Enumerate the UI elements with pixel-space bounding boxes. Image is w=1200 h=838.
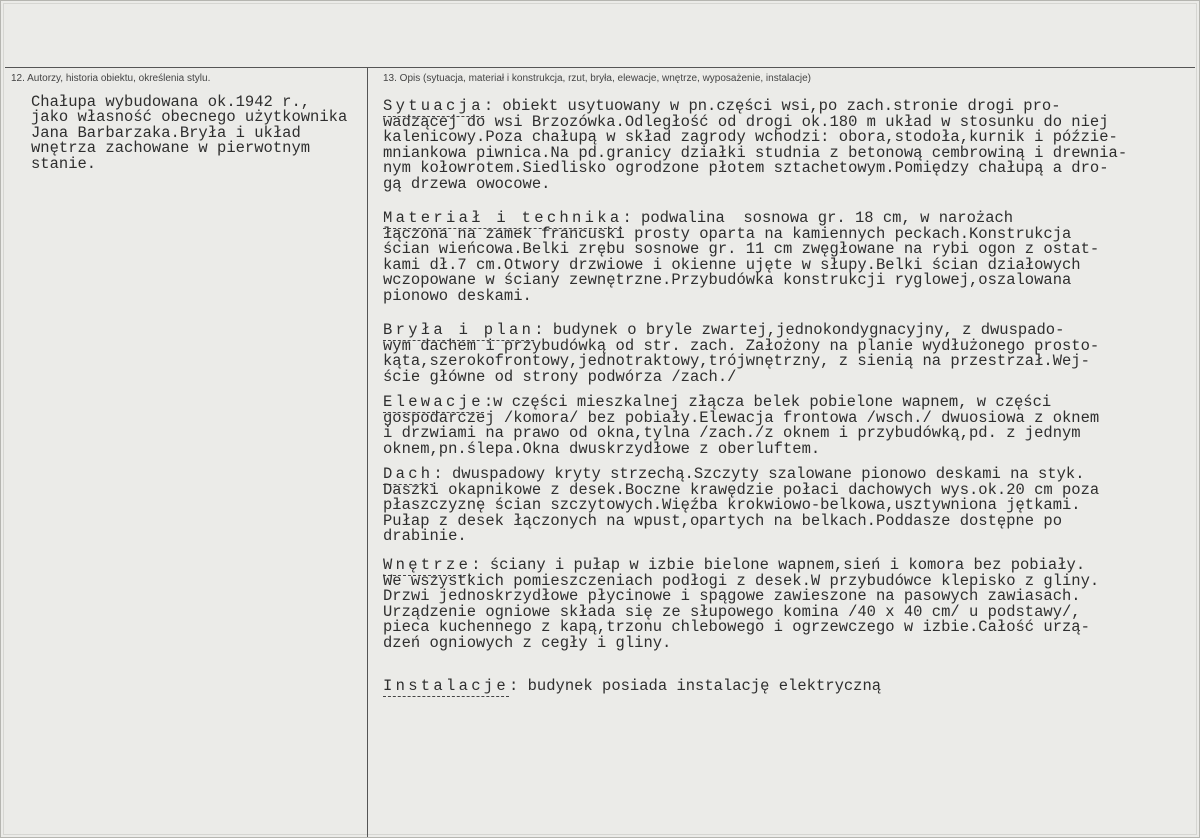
- section-line: nym kołowrotem.Siedlisko ogrodzone płotem sztachetowym.Pomiędzy chałupą a dro-: [383, 159, 1109, 177]
- section-sytuacja: [383, 99, 1193, 192]
- section-heading: Dach: [383, 465, 434, 483]
- section-line: oknem,pn.ślepa.Okna dwuskrzydłowe z oberluftem.: [383, 439, 821, 458]
- section-line: kami dł.7 cm.Otwory drzwiowe i okienne ujęte w słupy.Belki ścian działowych: [383, 255, 1081, 274]
- section-line: Daszki okapnikowe z desek.Boczne krawędzie połaci dachowych wys.ok.20 cm poza: [383, 480, 1100, 499]
- section-heading: Sytuacja: [383, 97, 484, 115]
- section-line: płaszczyznę ścian szczytowych.Więźba krokwiowo-belkowa,usztywniona jętkami.: [383, 496, 1081, 514]
- section-dach: [383, 467, 1193, 545]
- section-first-line: Instalacje: budynek posiada instalację elektryczną: [383, 677, 882, 695]
- section-first-line: Materiał i technika: podwalina sosnowa gr. 18 cm, w narożach: [383, 209, 1014, 227]
- section-material-i-technika: [383, 211, 1193, 304]
- section-line: wadzącej do wsi Brzozówka.Odległość od drogi ok.180 m układ w stosunku do niej: [383, 112, 1109, 131]
- section-line: mniankowa piwnica.Na pd.granicy działki studnia z betonową cembrowiną i drewnia-: [383, 143, 1128, 162]
- section-heading: Materiał i technika: [383, 209, 623, 227]
- section-heading: Instalacje: [383, 677, 510, 695]
- section-first-line: Elewacje:w części mieszkalnej złącza belek pobielone wapnem, w części: [383, 393, 1052, 411]
- section-line: pieca kuchennego z kapą,trzonu chlebowego i ogrzewczego w izbie.Całość urzą-: [383, 618, 1090, 636]
- section-line: gospodarczej /komora/ bez pobiały.Elewacja frontowa /wsch./ dwuosiowa z oknem: [383, 408, 1100, 427]
- section-first-line: Bryła i plan: budynek o bryle zwartej,jednokondygnacyjny, z dwuspado-: [383, 321, 1065, 339]
- section-bryla-i-plan: [383, 323, 1193, 385]
- section-line: gą drzewa owocowe.: [383, 174, 551, 193]
- column-divider: [367, 67, 368, 837]
- section-line: We wszystkich pomieszczeniach podłogi z desek.W przybudówce klepisko z gliny.: [383, 571, 1100, 590]
- section-line: Drzwi jednoskrzydłowe płycinowe i spągowe zawieszone na pasowych zawiasach.: [383, 587, 1081, 605]
- header-rule: [5, 67, 1195, 68]
- section-line: wczopowane w ściany zewnętrzne.Przybudówka konstrukcji ryglowej,oszalowana: [383, 271, 1072, 289]
- section-wnetrze: [383, 558, 1193, 651]
- section-first-line: Sytuacja: obiekt usytuowany w pn.części wsi,po zach.stronie drogi pro-: [383, 97, 1061, 115]
- section-first-line: Dach: dwuspadowy kryty strzechą.Szczyty szalowane pionowo deskami na styk.: [383, 465, 1085, 483]
- section-heading: Bryła i plan: [383, 321, 535, 339]
- section-line: kąta,szerokofrontowy,jednotraktowy,trójwnętrzny, z sienią na przestrzał.Wej-: [383, 352, 1090, 370]
- section-instalacje: [383, 679, 1193, 695]
- field-12-label: 12. Autorzy, historia obiektu, określenia stylu.: [11, 73, 211, 84]
- section-line: wym dachem i przybudówką od str. zach. Założony na planie wydłużonego prosto-: [383, 336, 1100, 355]
- section-line: drabinie.: [383, 527, 467, 545]
- section-line: dzeń ogniowych z cegły i gliny.: [383, 633, 672, 652]
- section-line: kalenicowy.Poza chałupą w skład zagrody wchodzi: obora,stodoła,kurnik i późzie-: [383, 128, 1118, 146]
- section-line: ścian wieńcowa.Belki zrębu sosnowe gr. 11 cm zwęgłowane na rybi ogon z ostat-: [383, 240, 1100, 258]
- section-line: Urządzenie ogniowe składa się ze słupowego komina /40 x 40 cm/ u podstawy/,: [383, 602, 1081, 621]
- section-elewacje: [383, 395, 1193, 457]
- section-line: ście główne od strony podwórza /zach./: [383, 367, 737, 386]
- section-heading: Elewacje: [383, 393, 484, 411]
- field-13-label: 13. Opis (sytuacja, materiał i konstrukcja, rzut, bryła, elewacje, wnętrze, wyposażenie, instalacje): [383, 73, 811, 84]
- section-heading: Wnętrze: [383, 556, 472, 574]
- section-first-line: Wnętrze: ściany i pułap w izbie bielone wapnem,sień i komora bez pobiały.: [383, 556, 1086, 574]
- section-line: pionowo deskami.: [383, 286, 532, 305]
- section-line: łączona na zamek francuski prosty oparta na kamiennych peckach.Konstrukcja: [383, 224, 1072, 243]
- section-line: i drzwiami na prawo od okna,tylna /zach./z oknem i przybudówką,pd. z jednym: [383, 424, 1081, 442]
- section-line: Pułap z desek łączonych na wpust,opartych na belkach.Poddasze dostępne po: [383, 511, 1063, 530]
- history-text: Chałupa wybudowana ok.1942 r., jako własność obecnego użytkownika Jana Barbarzaka.Bryła i układ wnętrza zachowane w pierwotnym stanie.: [31, 93, 348, 173]
